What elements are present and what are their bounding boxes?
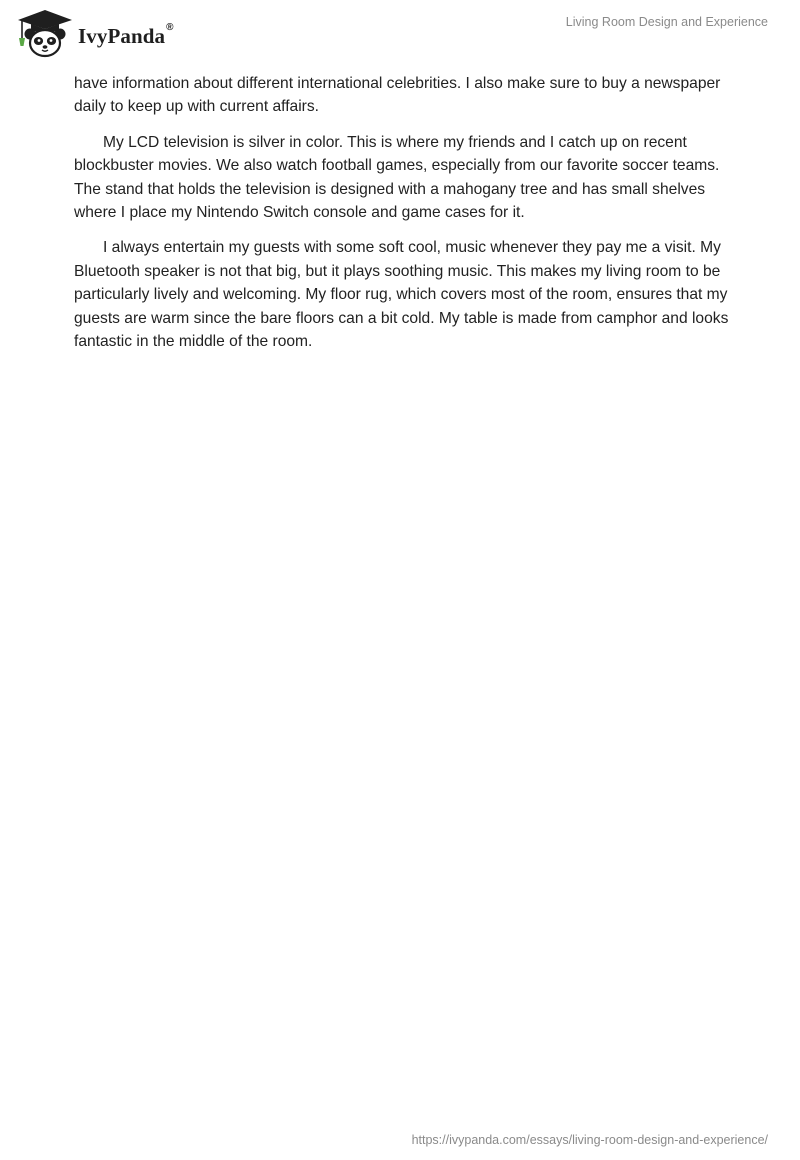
paragraph-guests: I always entertain my guests with some soft cool, music whenever they pay me a visit. My Bluetooth speaker is not that big, but it plays soothing music. This makes my living room to be particularly lively and welcoming. My floor rug, which covers most of the room, ensures that my guests are warm since the bare floors can a bit cold. My table is made from camphor and looks fantastic in the middle of the room. [74,239,729,351]
panda-graduation-cap-icon [14,8,76,60]
page-header [0,0,800,62]
paragraph-television: My LCD television is silver in color. This is where my friends and I catch up on recent blockbuster movies. We also watch football games, especially from our favorite soccer teams. The stand that holds the television is designed with a mahogany tree and has small shelves where I place my Nintendo Switch console and game cases for it. [74,133,720,222]
running-title: Living Room Design and Experience [565,15,768,29]
essay-body [74,72,730,365]
brand-logo[interactable] [14,8,174,60]
source-url[interactable]: https://ivypanda.com/essays/living-room-design-and-experience/ [411,1133,768,1147]
paragraph-continued: have information about different international celebrities. I also make sure to buy a newspaper daily to keep up with current affairs. [74,75,721,116]
brand-name: IvyPanda® [78,21,174,48]
registered-mark: ® [166,21,174,33]
